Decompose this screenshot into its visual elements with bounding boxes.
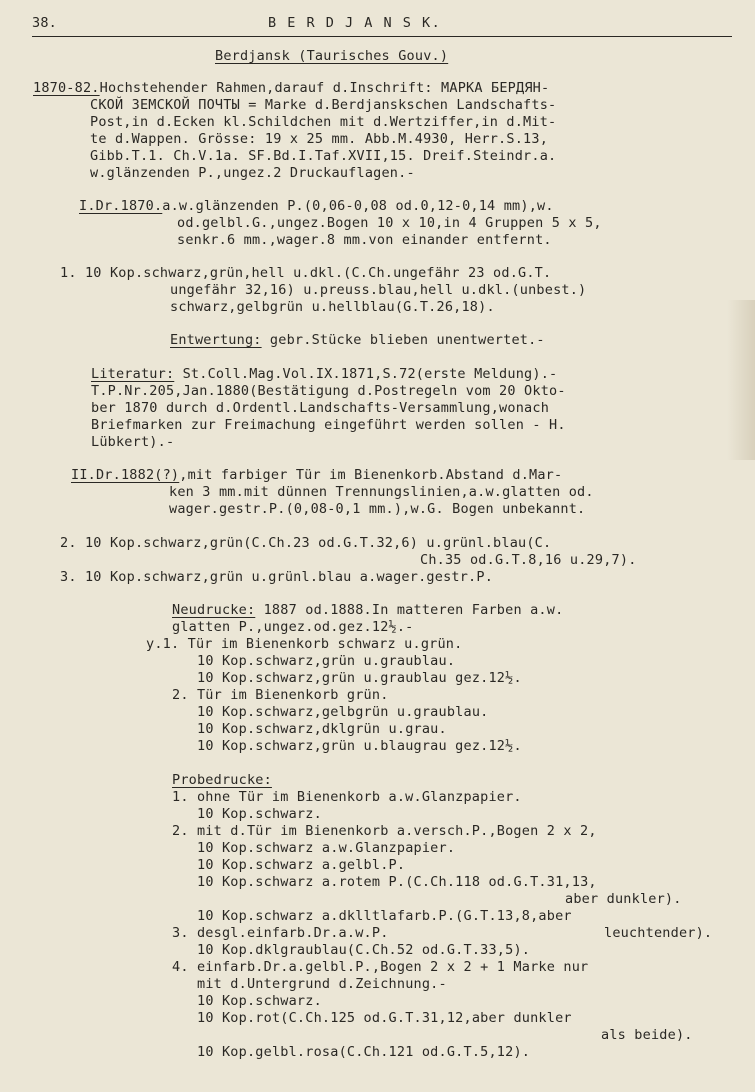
text-line: 2. 10 Kop.schwarz,grün(C.Ch.23 od.G.T.32,6) u.grünl.blau(C. xyxy=(60,535,552,551)
text-line: 10 Kop.schwarz a.w.Glanzpapier. xyxy=(197,840,456,856)
text-line: Ch.35 od.G.T.8,16 u.29,7). xyxy=(420,552,637,568)
text-line: 10 Kop.gelbl.rosa(C.Ch.121 od.G.T.5,12). xyxy=(197,1044,531,1060)
text-line: Entwertung: gebr.Stücke blieben unentwertet.- xyxy=(170,332,545,348)
paper-stain xyxy=(727,300,755,460)
text-line: ungefähr 32,16) u.preuss.blau,hell u.dkl.(unbest.) xyxy=(170,282,587,298)
text-line: Neudrucke: 1887 od.1888.In matteren Farben a.w. xyxy=(172,602,564,618)
text-line: I.Dr.1870.a.w.glänzenden P.(0,06-0,08 od.0,12-0,14 mm),w. xyxy=(79,198,554,214)
text-line: 10 Kop.schwarz. xyxy=(197,806,322,822)
text-line: 1. ohne Tür im Bienenkorb a.w.Glanzpapier. xyxy=(172,789,522,805)
text-line: Gibb.T.1. Ch.V.1a. SF.Bd.I.Taf.XVII,15. Dreif.Steindr.a. xyxy=(90,148,557,164)
text-line: ber 1870 durch d.Ordentl.Landschafts-Versammlung,wonach xyxy=(91,400,550,416)
text-line: als beide). xyxy=(601,1027,693,1043)
page-number: 38. xyxy=(32,15,57,31)
text-line: T.P.Nr.205,Jan.1880(Bestätigung d.Postregeln vom 20 Okto- xyxy=(91,383,566,399)
text-line: II.Dr.1882(?),mit farbiger Tür im Bienenkorb.Abstand d.Mar- xyxy=(71,467,563,483)
text-line: w.glänzenden P.,ungez.2 Druckauflagen.- xyxy=(90,165,415,181)
text-line: Probedrucke: xyxy=(172,772,272,788)
running-title: B E R D J A N S K. xyxy=(268,15,442,31)
text-line: senkr.6 mm.,wager.8 mm.von einander entfernt. xyxy=(177,232,552,248)
text-line: 10 Kop.schwarz a.rotem P.(C.Ch.118 od.G.T.31,13, xyxy=(197,874,597,890)
text-line: 2. mit d.Tür im Bienenkorb a.versch.P.,Bogen 2 x 2, xyxy=(172,823,597,839)
text-line: aber dunkler). xyxy=(565,891,682,907)
text-line: 3. desgl.einfarb.Dr.a.w.P. xyxy=(172,925,389,941)
text-line: 1870-82.Hochstehender Rahmen,darauf d.Inschrift: МАРКА БЕРДЯН- xyxy=(33,80,550,96)
text-line: СКОЙ ЗЕМСКОЙ ПОЧТЫ = Marke d.Berdjanskschen Landschafts- xyxy=(90,97,557,113)
text-line: 10 Kop.schwarz,grün u.graublau. xyxy=(197,653,456,669)
text-line: od.gelbl.G.,ungez.Bogen 10 x 10,in 4 Gruppen 5 x 5, xyxy=(177,215,602,231)
text-line: 10 Kop.dklgraublau(C.Ch.52 od.G.T.33,5). xyxy=(197,942,531,958)
text-line: ken 3 mm.mit dünnen Trennungslinien,a.w.glatten od. xyxy=(169,484,594,500)
text-line: glatten P.,ungez.od.gez.12½.- xyxy=(172,619,414,635)
text-line: Briefmarken zur Freimachung eingeführt werden sollen - H. xyxy=(91,417,566,433)
text-line: schwarz,gelbgrün u.hellblau(G.T.26,18). xyxy=(170,299,495,315)
text-line: wager.gestr.P.(0,08-0,1 mm.),w.G. Bogen unbekannt. xyxy=(169,501,586,517)
text-line: 10 Kop.rot(C.Ch.125 od.G.T.31,12,aber dunkler xyxy=(197,1010,572,1026)
text-line: leuchtender). xyxy=(604,925,713,941)
text-line: 4. einfarb.Dr.a.gelbl.P.,Bogen 2 x 2 + 1 Marke nur xyxy=(172,959,589,975)
text-line: 1. 10 Kop.schwarz,grün,hell u.dkl.(C.Ch.ungefähr 23 od.G.T. xyxy=(60,265,552,281)
text-line: 10 Kop.schwarz,grün u.graublau gez.12½. xyxy=(197,670,522,686)
section-title: Berdjansk (Taurisches Gouv.) xyxy=(215,48,449,64)
text-line: 3. 10 Kop.schwarz,grün u.grünl.blau a.wager.gestr.P. xyxy=(60,569,494,585)
text-line: 10 Kop.schwarz,dklgrün u.grau. xyxy=(197,721,447,737)
text-line: 10 Kop.schwarz a.dklltlafarb.P.(G.T.13,8,aber xyxy=(197,908,572,924)
text-line: 10 Kop.schwarz. xyxy=(197,993,322,1009)
text-line: Post,in d.Ecken kl.Schildchen mit d.Wertziffer,in d.Mit- xyxy=(90,114,557,130)
text-line: te d.Wappen. Grösse: 19 x 25 mm. Abb.M.4930, Herr.S.13, xyxy=(90,131,549,147)
text-line: 10 Kop.schwarz,gelbgrün u.graublau. xyxy=(197,704,489,720)
text-line: Lübkert).- xyxy=(91,434,175,450)
text-line: 10 Kop.schwarz,grün u.blaugrau gez.12½. xyxy=(197,738,522,754)
text-line: 10 Kop.schwarz a.gelbl.P. xyxy=(197,857,406,873)
text-line: Literatur: St.Coll.Mag.Vol.IX.1871,S.72(erste Meldung).- xyxy=(91,366,558,382)
text-line: 2. Tür im Bienenkorb grün. xyxy=(172,687,389,703)
header-rule xyxy=(32,36,732,37)
text-line: mit d.Untergrund d.Zeichnung.- xyxy=(197,976,447,992)
text-line: y.1. Tür im Bienenkorb schwarz u.grün. xyxy=(146,636,463,652)
